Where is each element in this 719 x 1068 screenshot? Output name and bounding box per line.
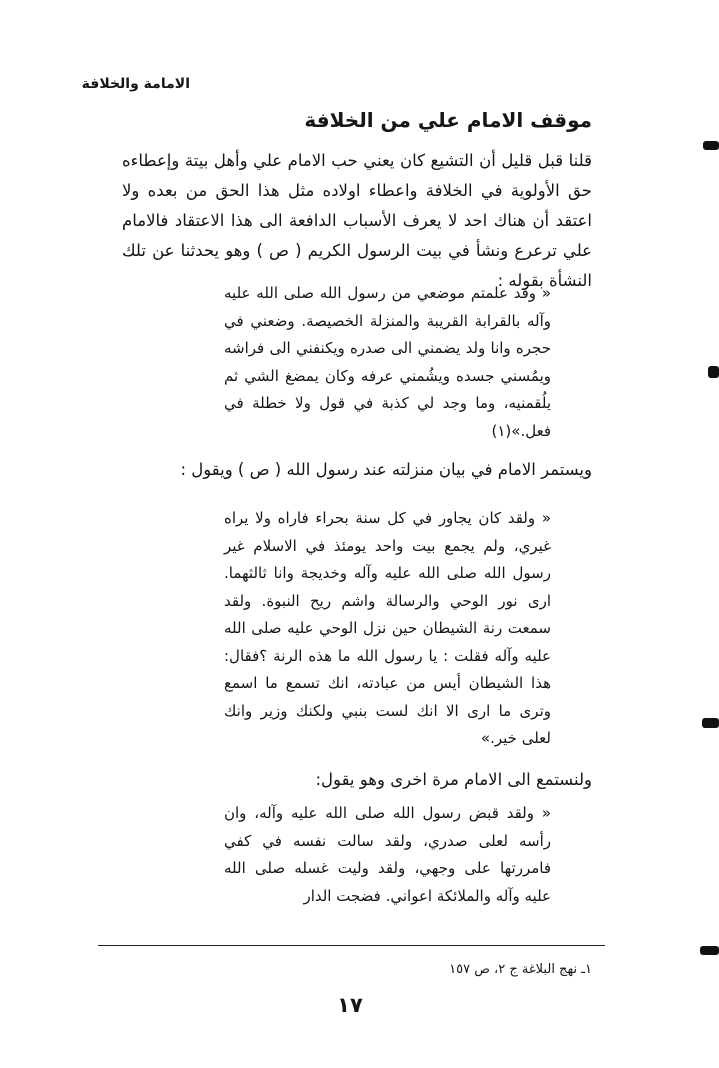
body-paragraph-3: ولنستمع الى الامام مرة اخرى وهو يقول: [315, 770, 592, 789]
footnote: ١ـ نهج البلاغة ج ٢، ص ١٥٧ [449, 962, 592, 977]
body-paragraph-1: قلنا قبل قليل أن التشيع كان يعني حب الامام علي وأهل بيتة وإعطاءه حق الأولوية في الخلافة واعطاء اولاده مثل هذا الحق من بعده ولا اعتقد أن هناك احد لا يعرف الأسباب الدافعة الى هذا الاعتقاد فالامام علي ترعرع ونشأ في بيت الرسول الكريم ( ص ) وهو يحدثنا عن تلك النشأة بقوله : [122, 151, 592, 290]
scan-margin-mark [703, 141, 719, 150]
running-header: الامامة والخلافة [81, 76, 190, 92]
scan-margin-mark [708, 366, 719, 378]
body-paragraph-2: ويستمر الامام في بيان منزلته عند رسول الله ( ص ) ويقول : [180, 460, 592, 479]
scan-margin-mark [700, 946, 719, 955]
section-title: موقف الامام علي من الخلافة [304, 108, 592, 132]
scan-margin-mark [702, 718, 719, 728]
quote-block-3: « ولقد قبض رسول الله صلى الله عليه وآله، وان رأسه لعلى صدري، ولقد سالت نفسه في كفي فامررتها على وجهي، ولقد وليت غسله صلى الله عليه وآله والملائكة اعواني. فضجت الدار [224, 804, 551, 905]
quote-block-2: « ولقد كان يجاور في كل سنة بحراء فاراه ولا يراه غيري، ولم يجمع بيت واحد يومئذ في الاسلام غير رسول الله صلى الله عليه وآله وخديجة وانا ثالثهما. ارى نور الوحي والرسالة واشم ريح النبوة. ولقد سمعت رنة الشيطان حين نزل الوحي عليه صلى الله عليه وآله فقلت : يا رسول الله ما هذه الرنة ؟فقال: هذا الشيطان أيس من عبادته، انك تسمع ما اسمع وترى ما ارى الا انك لست بنبي ولكنك وزير وانك لعلى خير.» [224, 509, 551, 747]
quote-block-1: « وقد علمتم موضعي من رسول الله صلى الله عليه وآله بالقرابة القريبة والمنزلة الخصيصة. وضعني في حجره وانا ولد يضمني الى صدره ويكنفني الى فراشه ويمُسني جسده ويشُمني عرفه وكان يمضغ الشي ثم يلُقمنيه، وما وجد لي كذبة في قول ولا خطلة في فعل.»(١) [224, 284, 551, 440]
footnote-divider [98, 945, 605, 946]
page-number: ١٧ [337, 993, 363, 1017]
